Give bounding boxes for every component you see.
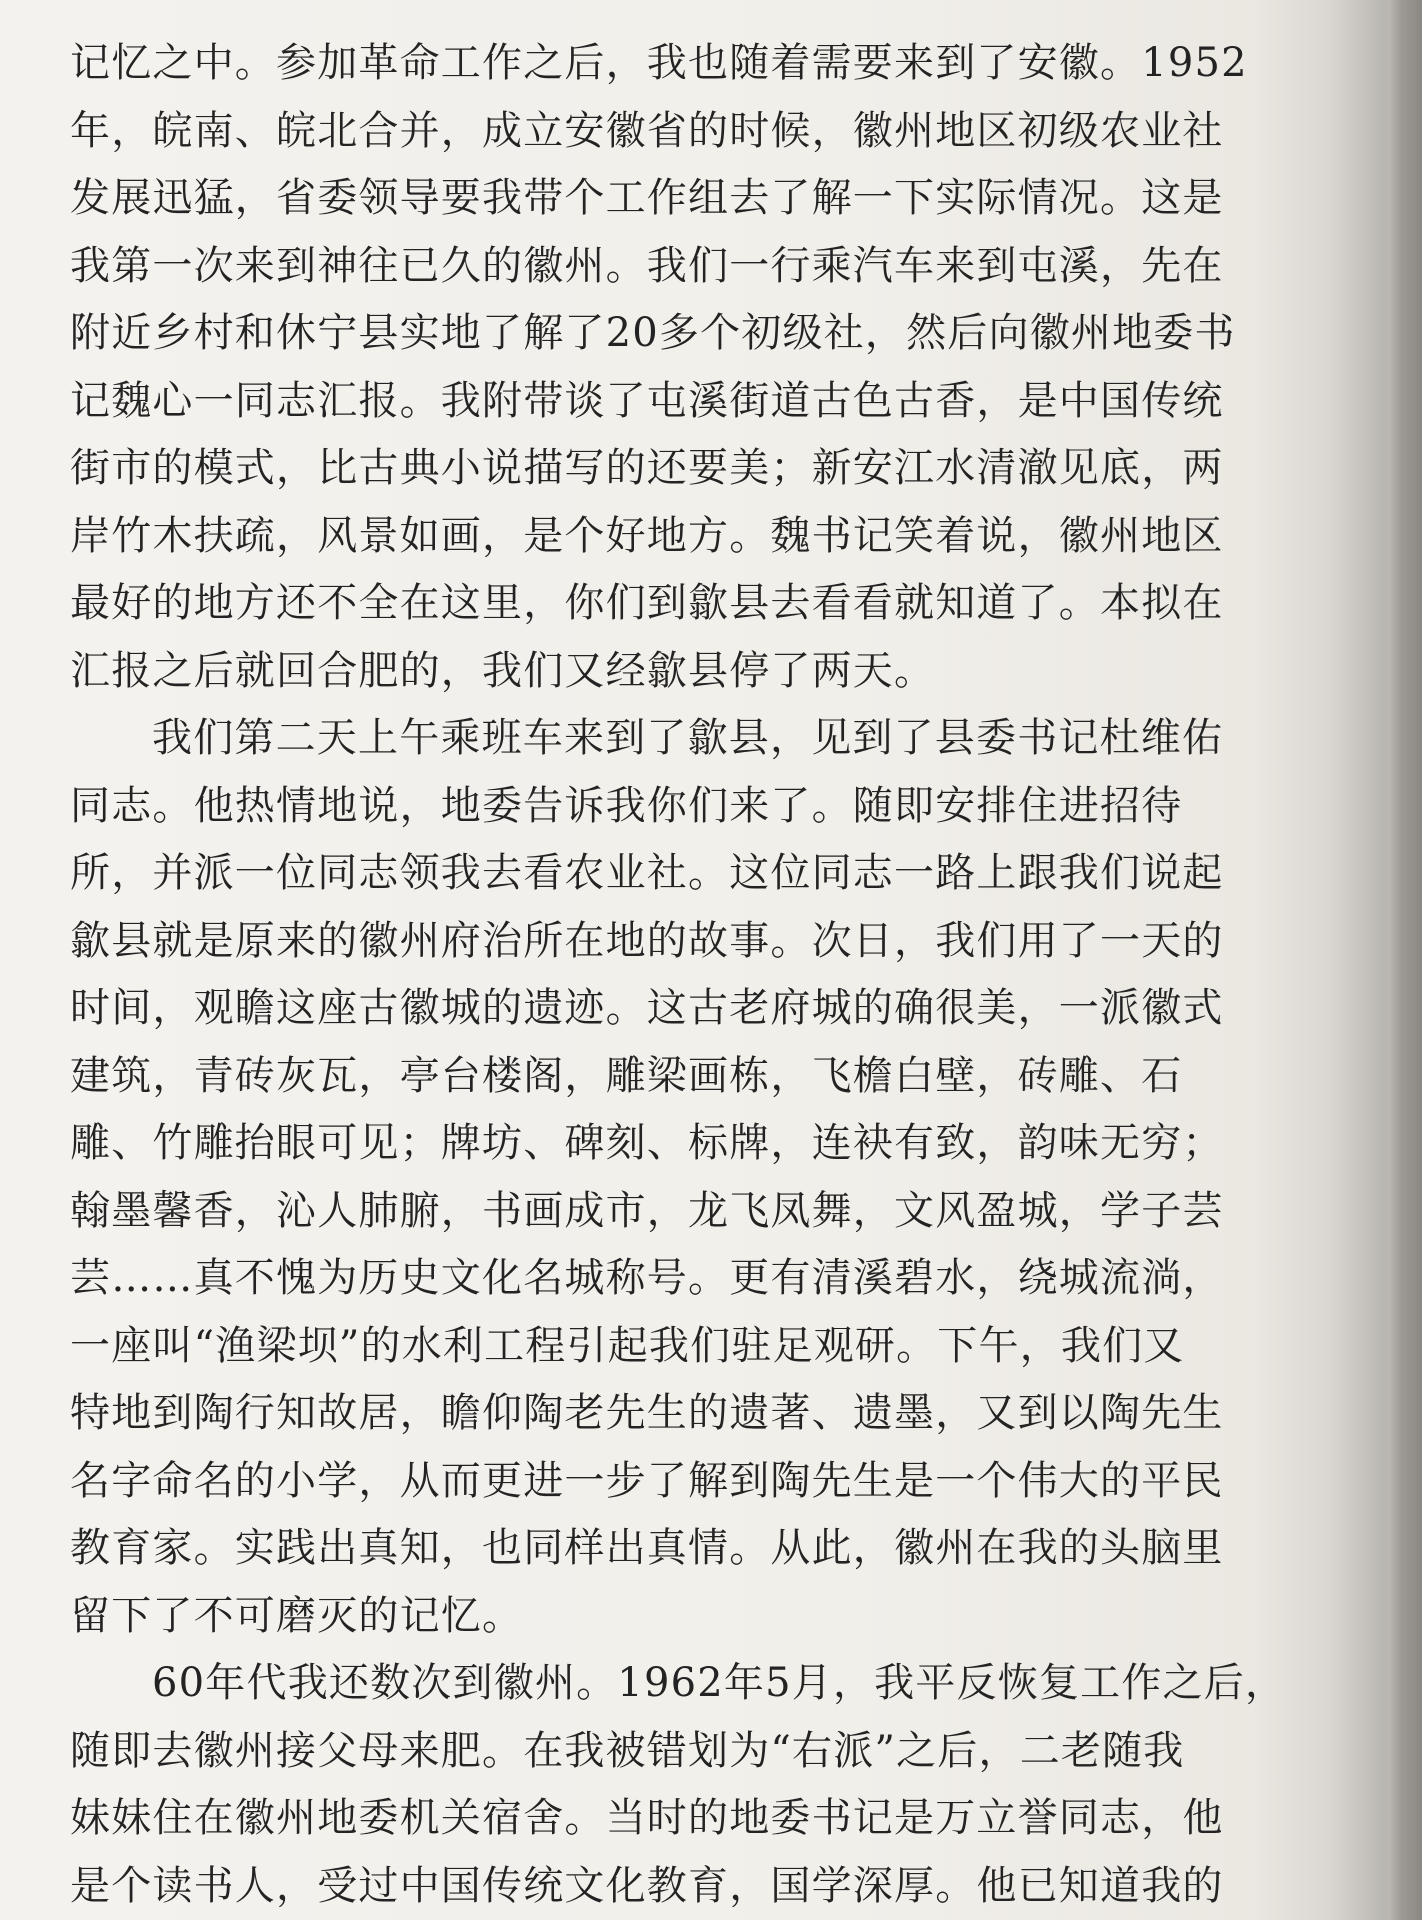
text-line: 是个读书人，受过中国传统文化教育，国学深厚。他已知道我的: [70, 1862, 1224, 1909]
text-line: 特地到陶行知故居，瞻仰陶老先生的遗著、遗墨，又到以陶先生: [70, 1390, 1224, 1436]
text-line: 妹妹住在徽州地委机关宿舍。当时的地委书记是万立誉同志，他: [70, 1795, 1224, 1841]
text-line: 街市的模式，比古典小说描写的还要美；新安江水清澈见底，两: [70, 445, 1224, 491]
text-line: 雕、竹雕抬眼可见；牌坊、碑刻、标牌，连袂有致，韵味无穷；: [70, 1120, 1224, 1166]
paragraph-start-line: 60年代我还数次到徽州。1962年5月，我平反恢复工作之后，: [152, 1660, 1287, 1706]
page-edge-shadow: [1328, 0, 1388, 1920]
paragraph-start-line: 我们第二天上午乘班车来到了歙县，见到了县委书记杜维佑: [152, 715, 1224, 761]
text-line: 同志。他热情地说，地委告诉我你们来了。随即安排住进招待: [70, 782, 1183, 829]
text-line: 时间，观瞻这座古徽城的遗迹。这古老府城的确很美，一派徽式: [70, 985, 1224, 1031]
text-line: 芸……真不愧为历史文化名城称号。更有清溪碧水，绕城流淌，: [70, 1255, 1224, 1301]
text-line: 记忆之中。参加革命工作之后，我也随着需要来到了安徽。1952: [70, 40, 1248, 86]
text-line: 最好的地方还不全在这里，你们到歙县去看看就知道了。本拟在: [70, 580, 1224, 626]
text-line: 教育家。实践出真知，也同样出真情。从此，徽州在我的头脑里: [70, 1525, 1224, 1571]
text-line: 所，并派一位同志领我去看农业社。这位同志一路上跟我们说起: [70, 850, 1224, 896]
text-line: 歙县就是原来的徽州府治所在地的故事。次日，我们用了一天的: [70, 917, 1224, 964]
text-line: 我第一次来到神往已久的徽州。我们一行乘汽车来到屯溪，先在: [70, 242, 1224, 289]
text-line: 翰墨馨香，沁人肺腑，书画成市，龙飞凤舞，文风盈城，学子芸: [70, 1187, 1224, 1234]
text-line: 发展迅猛，省委领导要我带个工作组去了解一下实际情况。这是: [70, 175, 1224, 221]
text-line: 随即去徽州接父母来肥。在我被错划为“右派”之后，二老随我: [70, 1727, 1185, 1774]
text-line: 一座叫“渔梁坝”的水利工程引起我们驻足观研。下午，我们又: [70, 1322, 1185, 1369]
book-binding-edge: [1388, 0, 1422, 1920]
text-line: 岸竹木扶疏，风景如画，是个好地方。魏书记笑着说，徽州地区: [70, 512, 1224, 559]
text-line: 留下了不可磨灭的记忆。: [70, 1592, 524, 1639]
text-line: 名字命名的小学，从而更进一步了解到陶先生是一个伟大的平民: [70, 1457, 1224, 1504]
text-line: 附近乡村和休宁县实地了解了20多个初级社，然后向徽州地委书: [70, 310, 1236, 356]
text-line: 记魏心一同志汇报。我附带谈了屯溪街道古色古香，是中国传统: [70, 377, 1224, 424]
body-text: [70, 30, 1292, 1920]
text-line: 建筑，青砖灰瓦，亭台楼阁，雕梁画栋，飞檐白壁，砖雕、石: [70, 1052, 1183, 1099]
text-line: 年，皖南、皖北合并，成立安徽省的时候，徽州地区初级农业社: [70, 107, 1224, 154]
text-line: 汇报之后就回合肥的，我们又经歙县停了两天。: [70, 647, 936, 694]
